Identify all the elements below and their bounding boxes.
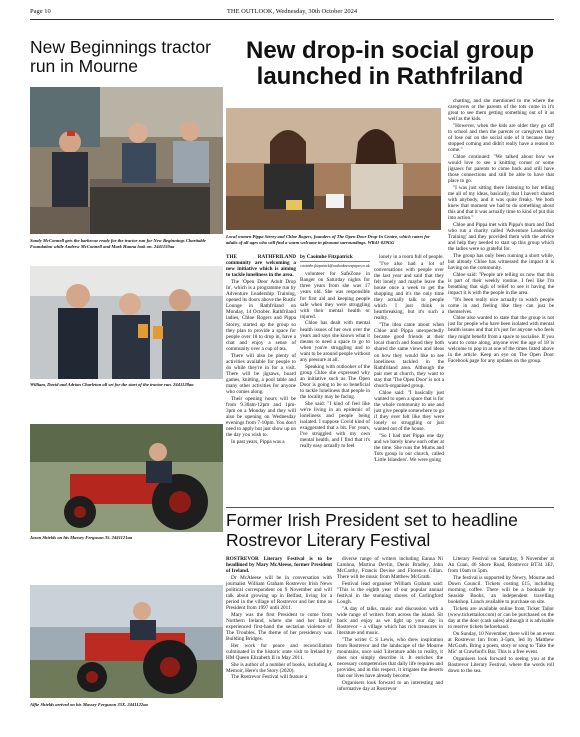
bottom-col2-para-1: diverse range of writers including Eanna Ni Lamhna, Martina Devlin, Denis Bradley, John McCarthy, Francis Devine and Florence Gillan. There will be music from Matthew McGrath. — [337, 556, 443, 581]
photo-jason-tractor — [30, 424, 223, 532]
bottom-col1-para-3: Mary was the first President to come from Northern Ireland, where she and her family experienced first-hand the sectarian violence of The Troubles. The theme of her presidency was Building Bridges. — [226, 611, 332, 643]
main-col2-para-2: Chloe has dealt with mental health issues of her own over the years and says she knows what it means to need a space to go to when you're struggling and to want to be around people without any pressure at all. — [300, 320, 370, 363]
main-col1-para-4: Their opening hours will be from 9.30am-12pm and 1pm-3pm on a Monday and they will also be opening on Wednesday evenings from 7-10pm. You don't need to apply but just show up on the day you wish to. — [226, 395, 296, 439]
main-col1-para-2: The 'Open Door Adult Drop In', which is a programme run by Adventure Leadership Training, opened its doors above the Rustic Lounge in Rathfriland on Monday, 14 October. Rathfriland ladies, Chloe Rogers and Pippa Storey, started up the group so they plan to provide a space for people over 18 to drop in, have a chat and enjoy a sense of community over a cup of tea. — [226, 278, 296, 352]
byline: by Caoimhe Fitzpatrick — [300, 254, 370, 262]
main-col1-para-1: THE RATHFRILAND community are welcoming a new initiative which is aiming to tackle loneliness in the area. — [226, 254, 296, 279]
main-col2-para-3: Speaking with outlooker of the group Chloe she expressed why an initiative such as The Open Door is going to be so beneficial to tackle loneliness that people in the locality may be facing. — [300, 363, 370, 401]
caption-barbecue: Sandy McConnell gets the barbecue ready for the tractor run for New Beginnings Charitable Foundation while Andrew McConnell and Mark Hanna look on. 2441159aa — [30, 238, 206, 249]
bottom-col1-para-1: ROSTREVOR Literary Festival is to be headlined by Mary McAleese, former President of Ireland. — [226, 556, 332, 575]
bottom-col2-para-3: "A day of talks, music and discussion with a wide range of writers from across the island. Sit back and enjoy as we light up your day in Rostrevor - a village which has rich treasures in literature and music. — [337, 605, 443, 637]
section-rule — [226, 507, 554, 508]
bottom-col1-para-5: She is author of a number of books, including A Memoir, Here's the Story (2020). — [226, 661, 332, 674]
main-col4-para-2: "However, when the kids are older they go off to school and then the parents or caregivers kind of lose out on the social side of it because they stopped coming and didn't really have a reason to come." — [448, 122, 554, 154]
main-col4-para-1: chatting, and she mentioned to me where the caregivers or the parents of the tots come in it's great to see them getting something out of it as well as the kids. — [448, 98, 554, 123]
main-col1-para-5: In past years, Pippa was a — [231, 438, 285, 445]
publication-line: THE OUTLOOK, Wednesday, 30th October 2024 — [226, 8, 358, 15]
main-col3-para-4: Chloe said: "I basically just wanted to open a space that is for the whole community to use and just give people somewhere to go if they ever felt like they were lonely or struggling or just wanted out of the house. — [374, 389, 444, 433]
bottom-col3-para-2: The festival is supported by Newry, Mourne and Down Council. Tickets costing £15, including morning coffee. There will be a booksale by Seaside Books, an independent travelling bookshop. Lunch available to purchase on site. — [448, 574, 554, 606]
main-col4-para-7: Chloe said: "People are telling us now that this is part of their weekly routine. I feel like I'm breathing that sigh of relief to see it having the impact it is with the people in the area. — [448, 271, 554, 296]
main-column-3 — [374, 254, 444, 504]
main-col3-para-1: lonely in a room full of people. — [379, 254, 444, 260]
main-column-2 — [300, 254, 370, 504]
photo-charletons — [30, 266, 223, 379]
main-col4-para-5: Chloe and Pippa met with Pippa's mum and Dad who run a charity called 'Adventure Leadership Training' and they provided them with the advice and help they needed to start up this group which the ladies were so grateful for. — [448, 221, 554, 253]
caption-charletons: William, David and Adrian Charleton all set for the start of the tractor run. 2441128aa — [30, 382, 194, 387]
main-col4-para-8: "It's been really nice actually to watch people come in and feeling like they can just be themselves. — [448, 296, 554, 315]
main-col4-para-4: "I was just sitting there listening to her telling me all of my ideas, basically, that I haven't shared with anybody, and it was quite freaky. We both knew that moment we had to do something about this and that it was actually time to kind of put this into action." — [448, 184, 554, 222]
photo-founders — [226, 108, 441, 230]
main-col3-para-2: "I've also had a lot of conversations with people over the last year and said that they felt lonely and maybe leave the house once a week to get the shopping and it's the only time they actually talk to people which I just think is heartbreaking, but it's such a reality. — [374, 260, 444, 322]
left-headline: New Beginnings tractor run in Mourne — [30, 37, 211, 76]
main-headline: New drop-in social group launched in Rathfriland — [245, 37, 534, 90]
byline-email: caoimhe.fitzpatrick@outlooknewspaper.co.uk — [300, 264, 370, 269]
page-header — [30, 6, 554, 20]
photo-alfie-tractor — [30, 585, 223, 698]
bottom-col3-para-5: Organisers look forward to seeing you at the Rostrevor Literary Festival, where the words roll down to the sea. — [448, 655, 554, 674]
bottom-headline: Former Irish President set to headline Rostrevor Literary Festival — [226, 510, 518, 550]
bottom-col3-para-1: Literary Festival on Saturday, 9 November at An Cuan, 46 Shore Road, Rostrevor BT34 3EJ, from 10am to 5pm. — [448, 556, 554, 575]
bottom-col2-para-5: Organisers look forward to an interesting and informative day at Rostrevor — [337, 679, 443, 692]
photo-barbecue — [30, 87, 223, 234]
bottom-col3-para-3: Tickets are available online from Ticket Tailor (www.tickettailor.com) or can be purchased on the day at the door (cash sales) although it is advisable to reserve tickets beforehand. — [448, 605, 554, 631]
bottom-column-1 — [226, 556, 332, 732]
main-col3-para-3: "The idea came about when Chloe and Pippa unexpectedly became good friends at their local church and found they both shared the same views and ideas on how they would like to see loneliness tackled in the Rathfriland area. Although the pair met at church, they want to stay that 'The Open Door' is not a church-organised group. — [374, 322, 444, 389]
main-col4-para-9: Chloe also wanted to state that the group is not just for people who have been isolated with mental health issues and that it's just for anyone who feels they might benefit from a space to socialise. If you want to come along, anyone over the age of 18 is welcome to pop in at one of the times listed above in the article. Keep an eye on The Open Door Facebook page for any updates on the group. — [448, 315, 554, 364]
main-column-4 — [448, 98, 554, 504]
main-col4-para-3: Chloe continued: "We talked about how we would love to see a knitting corner or some jigsaws for parents to come back and still have those connections and still be able to have that place to go. — [448, 153, 554, 185]
main-col4-para-6: The group has only been running a short while, but already Chloe has witnessed the impact it is having on the community. — [448, 252, 554, 272]
bottom-column-2 — [337, 556, 443, 732]
bottom-col1-para-6: The Rostrevor Festival will feature a — [231, 674, 308, 681]
main-column-1 — [226, 254, 296, 504]
bottom-col1-para-4: Her work for peace and reconciliation culminated in the historic state visit to Ireland by HM Queen Elizabeth II in May 2011. — [226, 642, 332, 661]
main-col2-para-1: volunteer for SafeZone in Banger on Saturday nights for three years from she was 17 years old. She was responsible for first aid and keeping people safe when they were struggling with their mental health or injured. — [300, 271, 370, 320]
bottom-col2-para-4: "The writer C S Lewis, who drew inspiration from Rostrevor and the landscape of the Mourne mountains, once said 'Literature adds to reality, it does not simply describe it. It enriches the necessary competencies that daily life requires and provides, and in this respect, it irrigates the deserts that our lives have already become.' — [337, 636, 443, 680]
caption-founders: Local women Pippa Sterey and Chloe Rogers, founders of The Open Door Drop-In Centre, which caters for adults of all ages who will find a warm welcome in pleasant surroundings. WR41-029GG — [226, 234, 430, 245]
caption-alfie-tractor: Alfie Shields arrived on his Massey Ferguson 35X. 2441122aa — [30, 702, 148, 707]
caption-jason-tractor: Jason Shields on his Massey Ferguson 35. 2441121aa — [30, 535, 133, 540]
main-col1-para-3: There will also be plenty of activities available for people to do while they're in for a visit. There will be jigsaws, board games, knitting, a pool table and many other activities for anyone who comes along. — [226, 352, 296, 396]
page-number: Page 10 — [30, 8, 51, 15]
bottom-col3-para-4: On Sunday, 10 November, there will be an event at Rostrevor Inn from 3-5pm, led by Matthew McGrath. Bring a poem, story or song to 'Take the Mic' at Crawford's Bar. This is a free event. — [448, 630, 554, 655]
bottom-col2-para-2: Festival lead organiser William Graham said: "This is the eighth year of our popular annual festival in the stunning shores of Carlingford Lough. — [337, 580, 443, 606]
bottom-column-3 — [448, 556, 554, 732]
main-col3-para-5: "So I had met Pippa one day and we barely knew each other at the time. She runs the Mums and Tots group in our church, called 'Little Islanders'. We were going — [374, 432, 444, 464]
main-col2-para-4: She said: "I kind of feel like we're living in an epidemic of loneliness and people being isolated. I suppose Covid kind of exaggerated that a bit. For years, I've struggled with my own mental health, and I find that it's really easy actually to feel — [300, 400, 370, 450]
bottom-col1-para-2: Dr McAleese will be in conversation with journalist William Graham Rostrevor Irish News political correspondent on 9 November and will talk about growing up in Belfast, living for a period in the village of Rostrevor and her time as President from 1997 until 2011. — [226, 574, 332, 612]
